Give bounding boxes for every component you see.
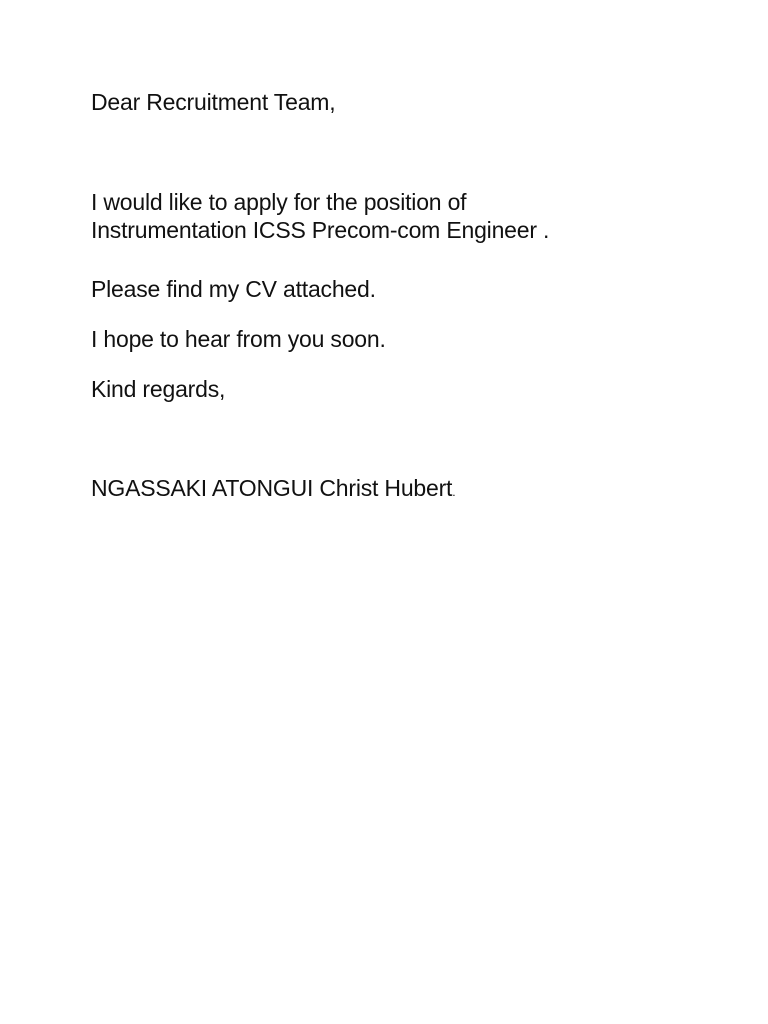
closing: Kind regards, xyxy=(91,376,226,402)
signature-name: NGASSAKI ATONGUI Christ Hubert xyxy=(91,475,453,501)
body-line-job-title: Instrumentation ICSS Precom-com Engineer . xyxy=(91,217,550,243)
signature-punctuation: . xyxy=(452,485,456,499)
cv-attached-line: Please find my CV attached. xyxy=(91,276,376,302)
hope-to-hear-line: I hope to hear from you soon. xyxy=(91,326,386,352)
salutation: Dear Recruitment Team, xyxy=(91,89,336,115)
body-line-position: I would like to apply for the position of xyxy=(91,189,467,215)
signature xyxy=(91,474,455,506)
application-paragraph xyxy=(91,188,549,244)
